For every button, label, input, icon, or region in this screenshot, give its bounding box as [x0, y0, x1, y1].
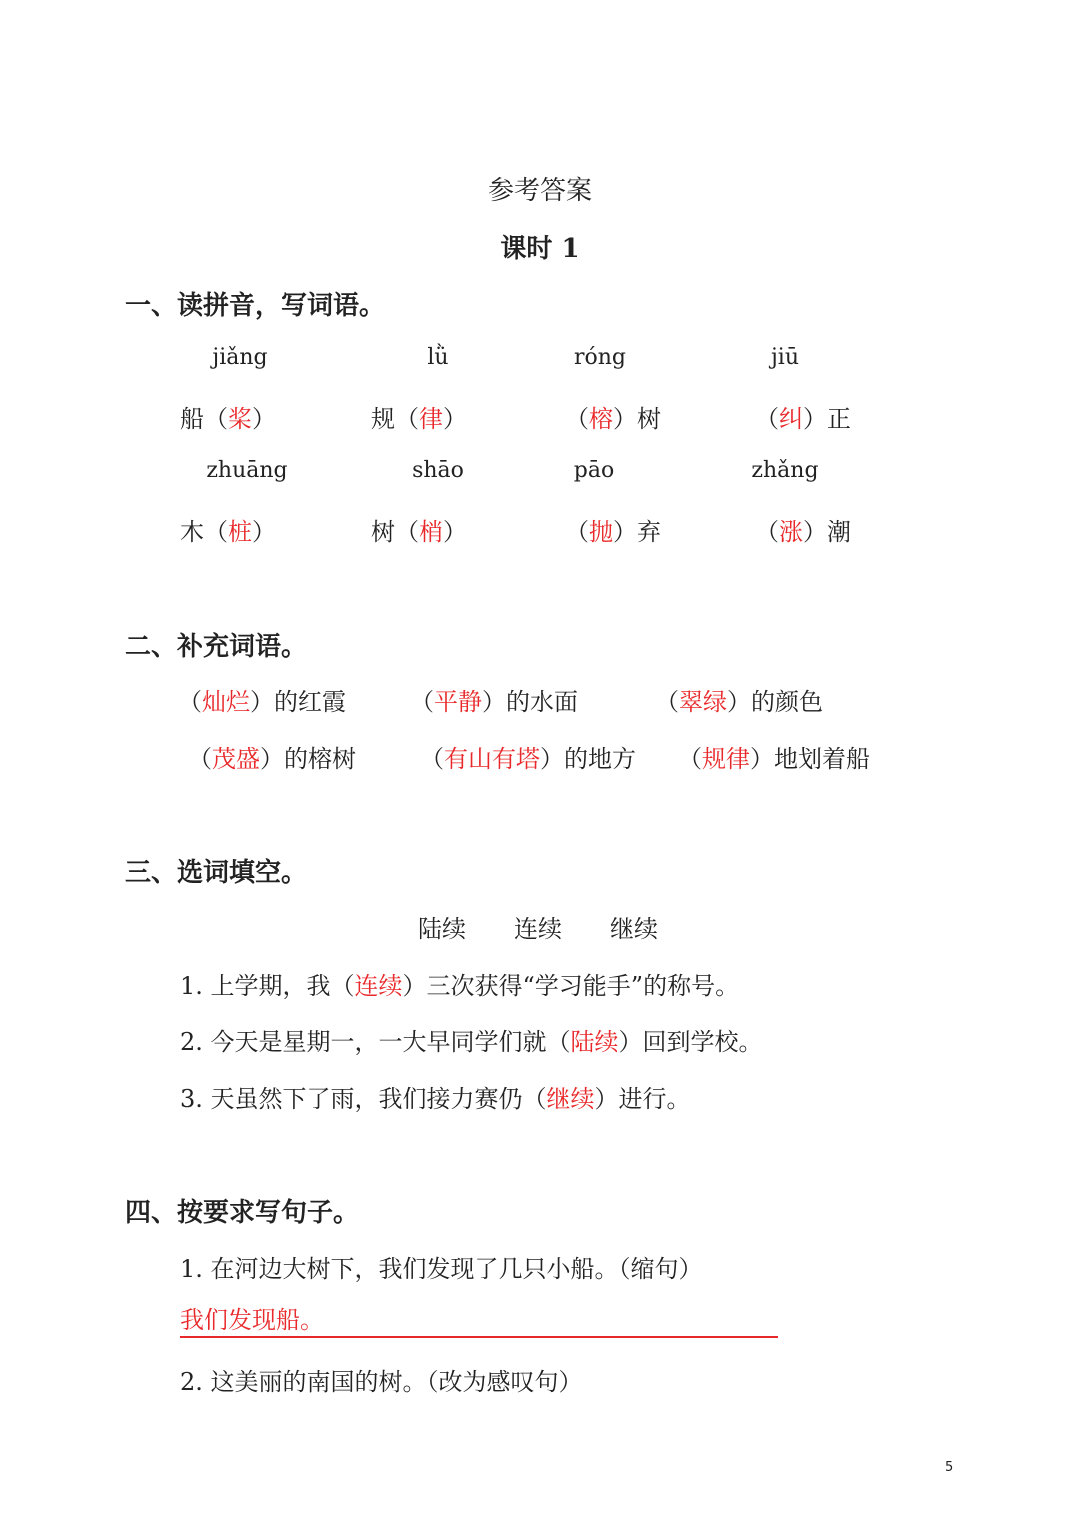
pinyin: lǜ [427, 345, 449, 370]
pinyin: shāo [412, 458, 464, 483]
section3-heading: 三、选词填空。 [125, 858, 308, 888]
answer: 平静 [434, 688, 482, 716]
answer: 连续 [354, 972, 403, 1000]
word-option: 陆续 [418, 915, 466, 943]
answer: 茂盛 [212, 745, 260, 773]
pinyin: jiǎng [212, 345, 268, 370]
answer: 规律 [702, 745, 750, 773]
word-item: （涨）潮 [755, 518, 851, 546]
page-number: 5 [945, 1460, 954, 1475]
fill-item: 2. 今天是星期一，一大早同学们就（陆续）回到学校。 [180, 1028, 763, 1056]
pinyin: pāo [573, 458, 615, 483]
answer: 陆续 [570, 1028, 619, 1056]
word-option: 继续 [610, 915, 658, 943]
answer: 翠绿 [679, 688, 727, 716]
question-1: 1. 在河边大树下，我们发现了几只小船。（缩句） [180, 1255, 703, 1283]
pinyin: róng [573, 345, 626, 370]
word-item: （榕）树 [565, 405, 661, 433]
phrase-item: （平静）的水面 [410, 688, 578, 716]
phrase-item: （灿烂）的红霞 [178, 688, 346, 716]
answer: 有山有塔 [444, 745, 540, 773]
section4-heading: 四、按要求写句子。 [125, 1198, 360, 1228]
page-title: 参考答案 [487, 176, 592, 206]
phrase-item: （有山有塔）的地方 [420, 745, 636, 773]
question-2: 2. 这美丽的南国的树。（改为感叹句） [180, 1368, 583, 1396]
pinyin: jiū [770, 345, 800, 370]
section2-heading: 二、补充词语。 [125, 632, 308, 662]
pinyin: zhuāng [206, 458, 288, 483]
phrase-item: （翠绿）的颜色 [655, 688, 823, 716]
lesson-title: 课时 1 [500, 234, 580, 264]
section1-heading: 一、读拼音，写词语。 [125, 291, 386, 321]
answer: 继续 [546, 1085, 595, 1113]
fill-item: 3. 天虽然下了雨，我们接力赛仍（继续）进行。 [180, 1085, 691, 1113]
answer: 纠 [779, 405, 803, 433]
answer: 梢 [419, 518, 443, 546]
word-item: （抛）弃 [565, 518, 661, 546]
phrase-item: （规律）地划着船 [678, 745, 870, 773]
word-item: 木（桩） [180, 518, 276, 546]
answer-1: 我们发现船。 [180, 1300, 778, 1338]
word-item: 规（律） [371, 405, 467, 433]
phrase-item: （茂盛）的榕树 [188, 745, 356, 773]
word-item: 船（桨） [180, 405, 276, 433]
answer: 涨 [779, 518, 803, 546]
word-item: 树（梢） [371, 518, 467, 546]
pinyin: zhǎng [751, 458, 819, 483]
answer: 灿烂 [202, 688, 250, 716]
answer: 榕 [589, 405, 613, 433]
word-item: （纠）正 [755, 405, 851, 433]
fill-item: 1. 上学期，我（连续）三次获得“学习能手”的称号。 [180, 972, 740, 1000]
answer: 抛 [589, 518, 613, 546]
word-option: 连续 [514, 915, 562, 943]
answer: 桨 [228, 405, 252, 433]
answer: 律 [419, 405, 443, 433]
answer: 桩 [228, 518, 252, 546]
